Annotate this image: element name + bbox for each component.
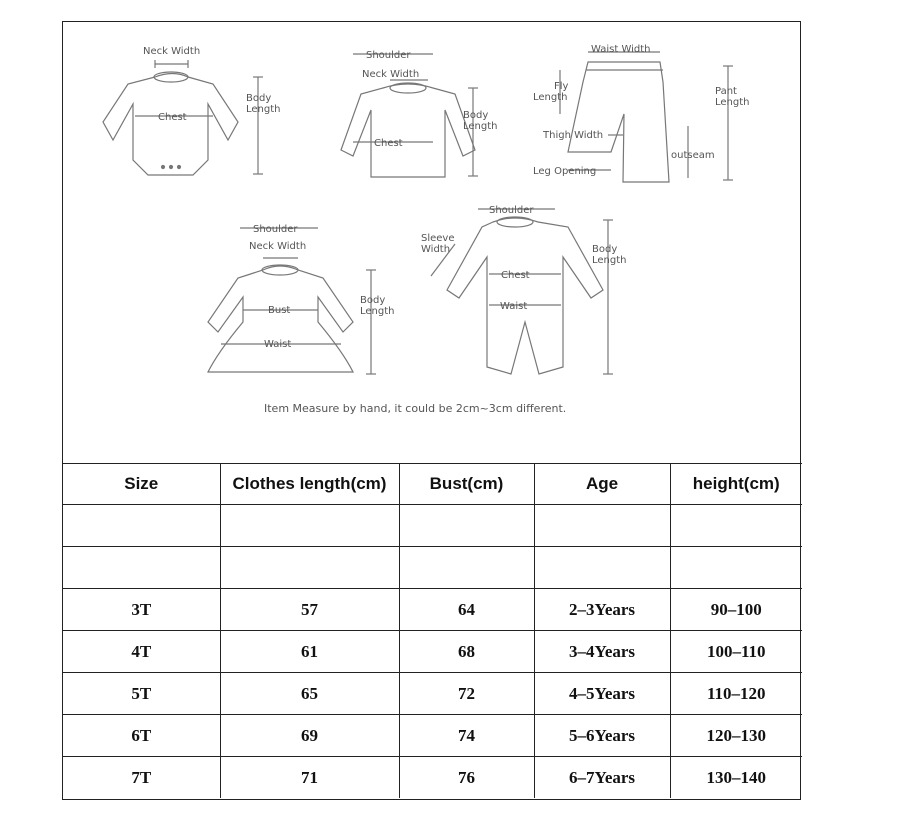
header-age: Age: [534, 463, 670, 505]
table-cell: [534, 505, 670, 547]
romper-sleeve-width-label: Width: [421, 244, 451, 255]
clothes-length-cell: 61: [220, 631, 399, 673]
header-bust: Bust(cm): [399, 463, 534, 505]
romper-sleeve-label: Sleeve: [421, 233, 455, 244]
bodysuit-body-label: Body: [246, 93, 272, 104]
clothes-length-cell: 57: [220, 589, 399, 631]
pants-fly-label: Fly: [554, 81, 569, 92]
height-cell: 110–120: [670, 673, 802, 715]
size-cell: 6T: [63, 715, 220, 757]
age-cell: 2–3Years: [534, 589, 670, 631]
table-cell: [399, 547, 534, 589]
bust-cell: 72: [399, 673, 534, 715]
table-row: [63, 547, 802, 589]
table-cell: [220, 505, 399, 547]
header-clothes-length: Clothes length(cm): [220, 463, 399, 505]
top-body-label: Body: [463, 110, 489, 121]
table-row: [63, 715, 802, 757]
romper-chest-label: Chest: [501, 270, 530, 281]
dress-neck-label: Neck Width: [249, 241, 307, 252]
header-size: Size: [63, 463, 220, 505]
table-cell: [63, 505, 220, 547]
clothes-length-cell: 65: [220, 673, 399, 715]
bust-cell: 76: [399, 757, 534, 799]
clothes-length-cell: 69: [220, 715, 399, 757]
size-cell: 4T: [63, 631, 220, 673]
top-shoulder-label: Shoulder: [366, 50, 411, 61]
pants-waist-label: Waist Width: [591, 44, 651, 55]
dress-length-label: Length: [360, 306, 395, 317]
pants-pant-length-label: Length: [715, 97, 750, 108]
pants-illustration: [560, 52, 733, 182]
table-row: [63, 589, 802, 631]
romper-shoulder-label: Shoulder: [489, 205, 534, 216]
table-row: [63, 631, 802, 673]
pants-fly-length-label: Length: [533, 92, 568, 103]
bodysuit-neck-label: Neck Width: [143, 46, 201, 57]
dress-bust-label: Bust: [268, 305, 291, 316]
dress-shoulder-label: Shoulder: [253, 224, 298, 235]
pants-leg-label: Leg Opening: [533, 166, 597, 177]
table-row: [63, 505, 802, 547]
header-height: height(cm): [670, 463, 802, 505]
top-chest-label: Chest: [374, 138, 403, 149]
table-cell: [534, 547, 670, 589]
age-cell: 5–6Years: [534, 715, 670, 757]
table-cell: [670, 547, 802, 589]
age-cell: 3–4Years: [534, 631, 670, 673]
garment-illustrations: [63, 22, 802, 464]
top-length-label: Length: [463, 121, 498, 132]
measurement-note: Item Measure by hand, it could be 2cm~3cm different.: [264, 402, 567, 415]
height-cell: 130–140: [670, 757, 802, 799]
pants-outseam-label: outseam: [671, 150, 715, 161]
table-cell: [670, 505, 802, 547]
top-neck-label: Neck Width: [362, 69, 420, 80]
bodysuit-length-label: Length: [246, 104, 281, 115]
bust-cell: 74: [399, 715, 534, 757]
height-cell: 100–110: [670, 631, 802, 673]
table-cell: [220, 547, 399, 589]
clothes-length-cell: 71: [220, 757, 399, 799]
size-table: [63, 463, 802, 798]
size-cell: 3T: [63, 589, 220, 631]
dress-waist-label: Waist: [264, 339, 292, 350]
bust-cell: 64: [399, 589, 534, 631]
table-cell: [399, 505, 534, 547]
size-chart-frame: [62, 21, 801, 800]
measurement-diagram: [63, 22, 802, 464]
size-cell: 7T: [63, 757, 220, 799]
bust-cell: 68: [399, 631, 534, 673]
size-cell: 5T: [63, 673, 220, 715]
romper-body-label: Body: [592, 244, 618, 255]
bodysuit-chest-label: Chest: [158, 112, 187, 123]
table-header-row: [63, 463, 802, 505]
height-cell: 120–130: [670, 715, 802, 757]
pants-pant-label: Pant: [715, 86, 737, 97]
table-row: [63, 757, 802, 799]
romper-waist-label: Waist: [500, 301, 528, 312]
table-cell: [63, 547, 220, 589]
pants-thigh-label: Thigh Width: [543, 130, 604, 141]
romper-length-label: Length: [592, 255, 627, 266]
age-cell: 6–7Years: [534, 757, 670, 799]
table-row: [63, 673, 802, 715]
romper-illustration: [431, 209, 613, 374]
dress-body-label: Body: [360, 295, 386, 306]
height-cell: 90–100: [670, 589, 802, 631]
age-cell: 4–5Years: [534, 673, 670, 715]
